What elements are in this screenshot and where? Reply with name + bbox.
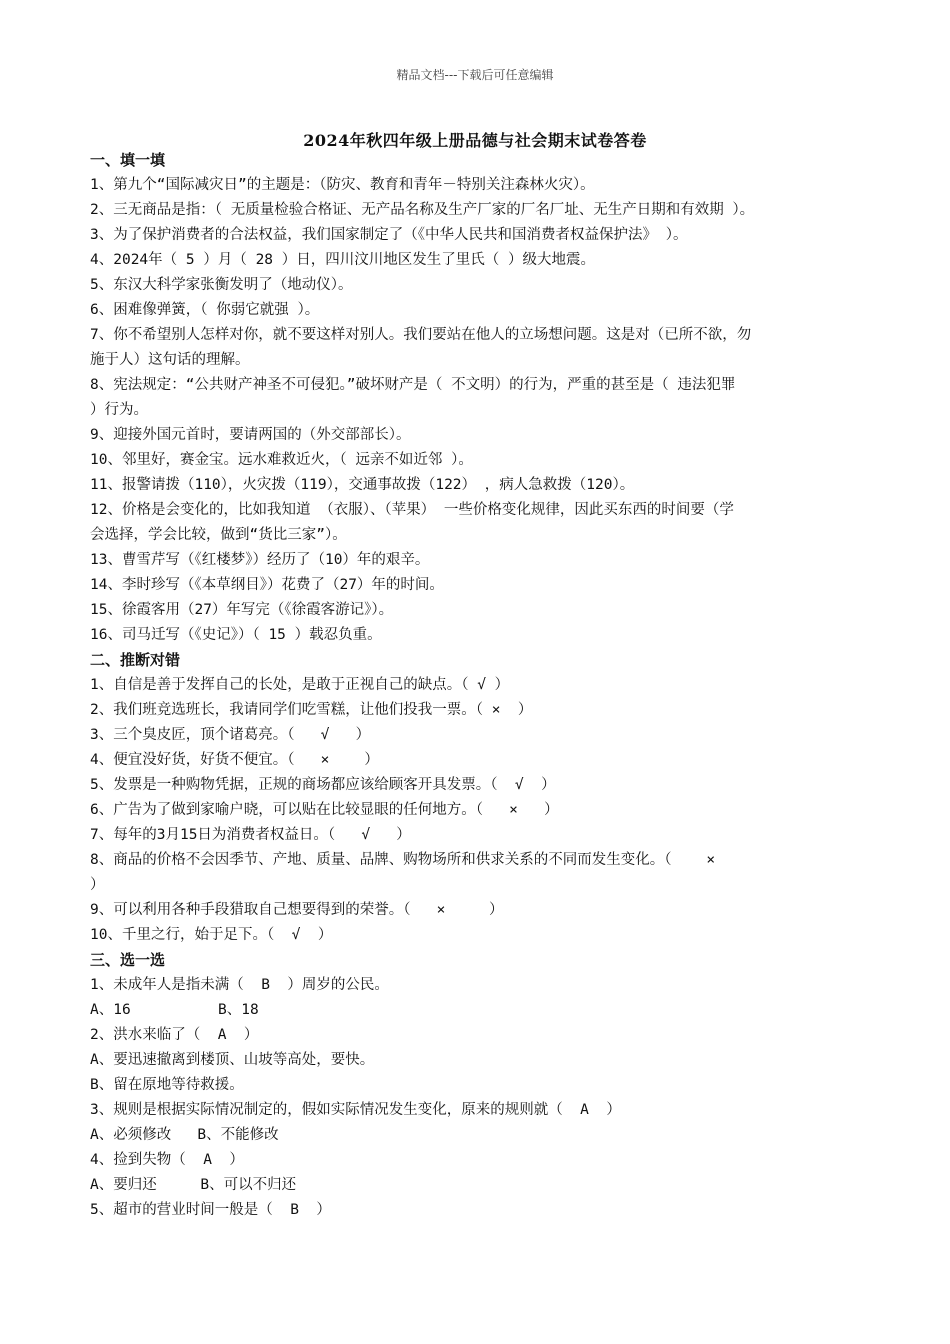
document-body [90, 148, 862, 1223]
text-line: 5、超市的营业时间一般是（ B ） [90, 1202, 331, 1218]
text-line: A、必须修改 B、不能修改 [90, 1127, 279, 1143]
text-line: 10、千里之行，始于足下。（ √ ） [90, 927, 333, 943]
text-line: 会选择，学会比较，做到“货比三家”）。 [90, 527, 347, 543]
text-line: 3、三个臭皮匠，顶个诸葛亮。（ √ ） [90, 727, 371, 743]
text-line: 5、发票是一种购物凭据，正规的商场都应该给顾客开具发票。（ √ ） [90, 777, 556, 793]
text-line: 13、曹雪芹写（《红楼梦》）经历了（10）年的艰辛。 [90, 552, 430, 568]
text-line: 9、迎接外国元首时，要请两国的（外交部部长）。 [90, 427, 411, 443]
text-line: 11、报警请拨（110），火灾拨（119），交通事故拨（122） ，病人急救拨（120）。 [90, 477, 635, 493]
text-line: 4、2024年（ 5 ）月（ 28 ）日，四川汶川地区发生了里氏（ ）级大地震。 [90, 252, 595, 268]
text-line: 2、我们班竞选班长，我请同学们吃雪糕，让他们投我一票。（ × ） [90, 702, 533, 718]
text-line: 14、李时珍写（《本草纲目》）花费了（27）年的时间。 [90, 577, 444, 593]
text-line: 8、商品的价格不会因季节、产地、质量、品牌、购物场所和供求关系的不同而发生变化。（ × [90, 852, 716, 868]
text-line: 1、第九个“国际减灾日”的主题是：（防灾、教育和青年－特别关注森林火灾）。 [90, 177, 595, 193]
text-line: 12、价格是会变化的，比如我知道 （衣服）、（苹果） 一些价格变化规律，因此买东西的时间要（学 [90, 502, 734, 518]
text-line: 3、规则是根据实际情况制定的，假如实际情况发生变化，原来的规则就（ A ） [90, 1102, 621, 1118]
text-line: 4、便宜没好货，好货不便宜。（ × ） [90, 752, 379, 768]
text-line: 10、邻里好，赛金宝。远水难救近火，（ 远亲不如近邻 ）。 [90, 452, 473, 468]
page-header-note: 精品文档---下载后可任意编辑 [396, 68, 554, 82]
section-heading: 三、选一选 [90, 951, 166, 969]
text-line: 施于人）这句话的理解。 [90, 352, 250, 368]
document-title: 2024年秋四年级上册品德与社会期末试卷答卷 [303, 131, 647, 150]
text-line: 1、自信是善于发挥自己的长处，是敢于正视自己的缺点。（ √ ） [90, 677, 510, 693]
text-line: 4、捡到失物（ A ） [90, 1152, 244, 1168]
text-line: 16、司马迁写（《史记》）（ 15 ）载忍负重。 [90, 627, 382, 643]
text-line: ） [90, 877, 105, 893]
text-line: 15、徐霞客用（27）年写完（《徐霞客游记》）。 [90, 602, 394, 618]
text-line: 7、每年的3月15日为消费者权益日。（ √ ） [90, 827, 411, 843]
text-line: 2、洪水来临了（ A ） [90, 1027, 259, 1043]
text-line: A、要迅速撤离到楼顶、山坡等高处，要快。 [90, 1052, 375, 1068]
text-line: A、要归还 B、可以不归还 [90, 1177, 297, 1193]
text-line: 5、东汉大科学家张衡发明了（地动仪）。 [90, 277, 353, 293]
text-line: 2、三无商品是指：（ 无质量检验合格证、无产品名称及生产厂家的厂名厂址、无生产日期和有效期 ）。 [90, 202, 755, 218]
text-line: B、留在原地等待救援。 [90, 1077, 244, 1093]
text-line: 8、宪法规定：“公共财产神圣不可侵犯。”破坏财产是（ 不文明）的行为，严重的甚至是（ 违法犯罪 [90, 377, 736, 393]
text-line: 6、广告为了做到家喻户晓，可以贴在比较显眼的任何地方。（ × ） [90, 802, 559, 818]
text-line: 1、未成年人是指未满（ B ）周岁的公民。 [90, 977, 389, 993]
text-line: A、16 B、18 [90, 1002, 259, 1018]
text-line: ）行为。 [90, 402, 148, 418]
section-heading: 一、填一填 [90, 151, 166, 169]
text-line: 3、为了保护消费者的合法权益，我们国家制定了（《中华人民共和国消费者权益保护法》 ）。 [90, 227, 688, 243]
text-line: 9、可以利用各种手段猎取自己想要得到的荣誉。（ × ） [90, 902, 504, 918]
text-line: 7、你不希望别人怎样对你，就不要这样对别人。我们要站在他人的立场想问题。这是对（已所不欲，勿 [90, 327, 752, 343]
section-heading: 二、推断对错 [90, 651, 181, 669]
text-line: 6、困难像弹簧，（ 你弱它就强 ）。 [90, 302, 320, 318]
